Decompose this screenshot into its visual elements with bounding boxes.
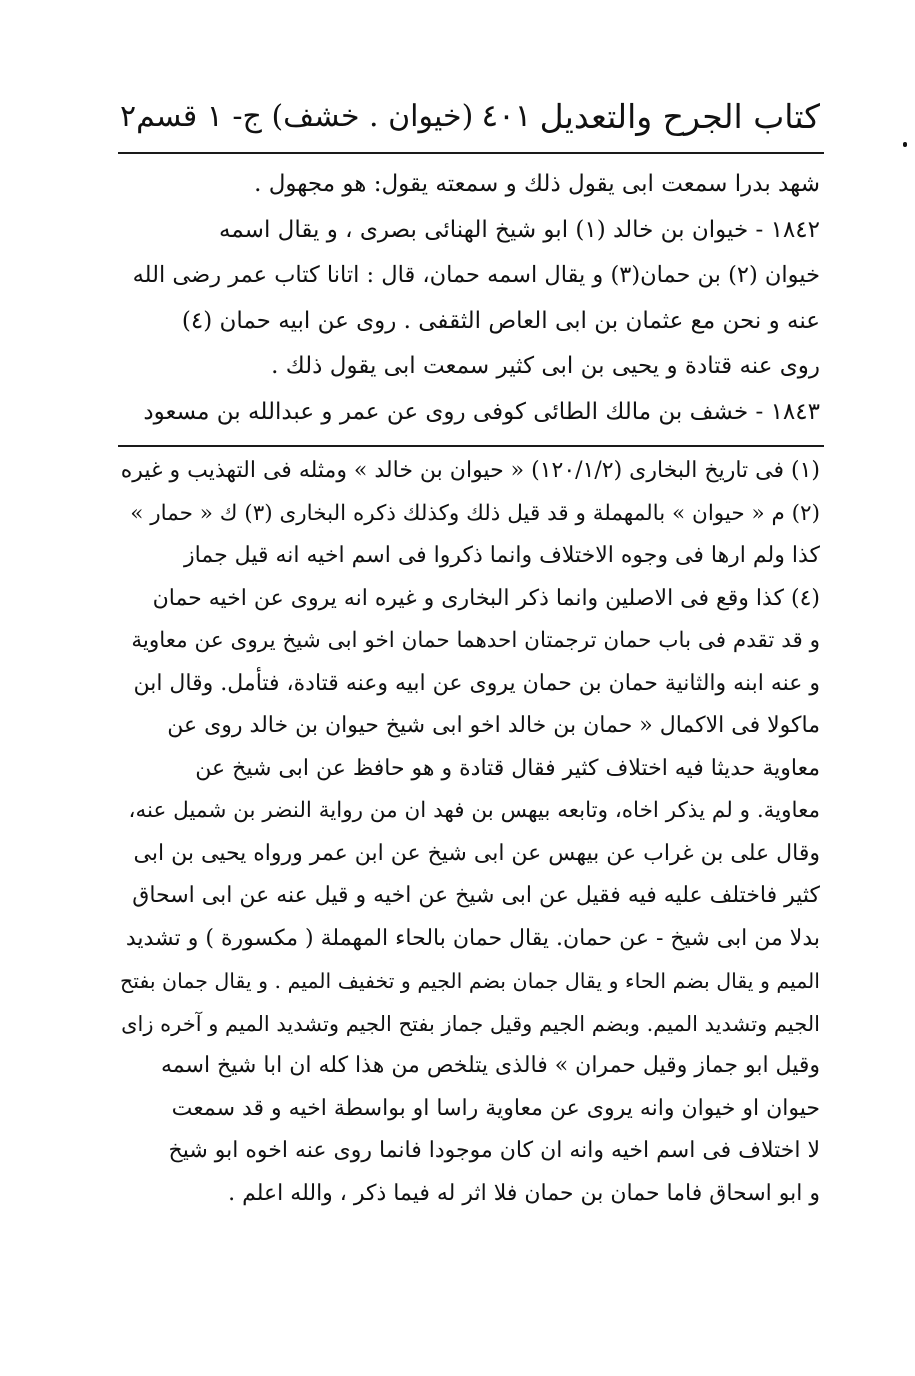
footnote-4: (٤) كذا وقع فى الاصلين وانما ذكر البخارى و غيره انه يروى عن اخيه حمان — [152, 585, 820, 611]
footnote-line: و عنه ابنه والثانية حمان بن حمان يروى عن ابيه وعنه قتادة، فتأمل. وقال ابن — [133, 670, 820, 696]
footnote-1: (١) فى تاريخ البخارى (١٢٠/١/٢) « حيوان بن خالد » ومثله فى التهذيب و غيره — [120, 458, 820, 483]
footnote-separator — [118, 445, 824, 447]
footnote-line: معاوية. و لم يذكر اخاه، وتابعه بيهس بن فهد ان من رواية النضر بن شميل عنه، — [128, 798, 820, 823]
footnote-line: وقال على بن غراب عن بيهس عن ابى شيخ عن ابن عمر ورواه يحيى بن ابى — [133, 840, 820, 866]
page-header — [120, 86, 820, 146]
footnote-line: كثير فاختلف عليه فيه فقيل عن ابى شيخ عن اخيه و قيل عنه عن ابى اسحاق — [132, 883, 820, 908]
book-title: كتاب الجرح والتعديل — [539, 96, 820, 136]
entry-1843: ١٨٤٣ - خشف بن مالك الطائى كوفى روى عن عمر و عبدالله بن مسعود — [143, 398, 820, 425]
main-text-line: شهد بدرا سمعت ابى يقول ذلك و سمعته يقول: هو مجهول . — [254, 171, 820, 197]
page-number: ٤٠١ — [481, 98, 532, 134]
entry-1842: ١٨٤٢ - خيوان بن خالد (١) ابو شيخ الهنائى بصرى ، و يقال اسمه — [219, 216, 820, 243]
margin-mark — [903, 142, 907, 147]
footnote-line: معاوية حديثا فيه اختلاف كثير فقال قتادة و هو حافظ عن ابى شيخ عن — [195, 755, 820, 781]
footnote-line: ماكولا فى الاكمال « حمان بن خالد اخو ابى شيخ حيوان بن خالد روى عن — [167, 713, 820, 738]
footnotes — [120, 450, 820, 1215]
main-text — [120, 162, 820, 435]
footnote-line: لا اختلاف فى اسم اخيه وانه ان كان موجودا فانما روى عنه اخوه ابو شيخ — [168, 1138, 820, 1163]
footnote-line: الجيم وتشديد الميم. وبضم الجيم وقيل جماز بفتح الجيم وتشديد الميم و آخره زاى — [121, 1011, 820, 1036]
footnote-line: كذا ولم ارها فى وجوه الاختلاف وانما ذكروا فى اسم اخيه انه قيل جماز — [184, 543, 820, 568]
footnote-line: وقيل ابو جماز وقيل حمران » فالذى يتلخص من هذا كله ان ابا شيخ اسمه — [161, 1053, 820, 1078]
footnote-line: و ابو اسحاق فاما حمان بن حمان فلا اثر له فيما ذكر ، والله اعلم . — [228, 1180, 820, 1206]
footnote-2: (٢) م « حيوان » بالمهملة و قد قيل ذلك وكذلك ذكره البخارى (٣) ك « حمار » — [130, 500, 820, 526]
main-text-line: روى عنه قتادة و يحيى بن ابى كثير سمعت ابى يقول ذلك . — [271, 353, 820, 379]
main-text-line: عنه و نحن مع عثمان بن ابى العاص الثقفى . روى عن ابيه حمان (٤) — [181, 307, 820, 334]
footnote-line: و قد تقدم فى باب حمان ترجمتان احدهما حمان اخو ابى شيخ يروى عن معاوية — [131, 628, 820, 653]
footnote-line: حيوان او خيوان وانه يروى عن معاوية راسا او بواسطة اخيه و قد سمعت — [171, 1095, 820, 1121]
footnote-line: بدلا من ابى شيخ - عن حمان. يقال حمان بالحاء المهملة ( مكسورة ) و تشديد — [125, 925, 820, 951]
main-text-line: خيوان (٢) بن حمان(٣) و يقال اسمه حمان، قال : اتانا كتاب عمر رضى الله — [132, 262, 820, 288]
footnote-line: الميم و يقال بضم الحاء و يقال جمان بضم الجيم و تخفيف الميم . و يقال جمان بفتح — [120, 969, 820, 993]
section-info: (خيوان . خشف) ج- ١ قسم٢ — [120, 98, 474, 134]
header-rule — [118, 152, 824, 154]
